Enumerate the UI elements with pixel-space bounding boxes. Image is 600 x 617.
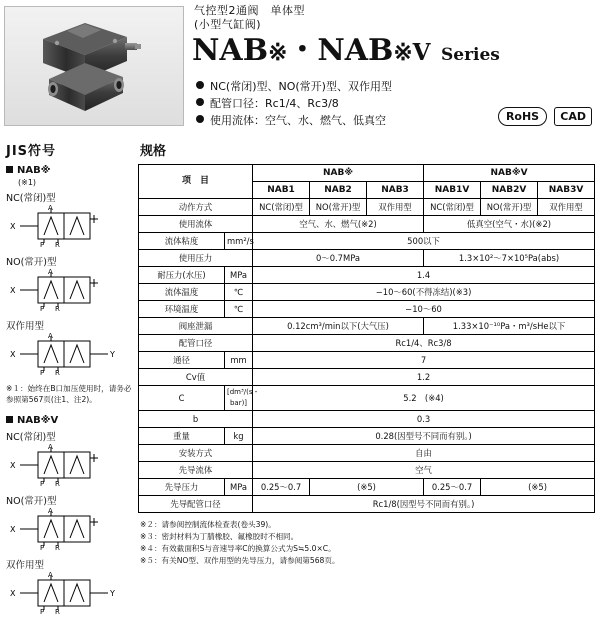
cell: 双作用型 <box>367 199 424 216</box>
title-main: NAB <box>192 33 269 68</box>
jis-symbol-column <box>6 140 134 614</box>
square-bullet-icon <box>6 416 13 423</box>
left-footnote: ※１：始终在B口加压使用时，请务必参照第567页(注1、注2)。 <box>6 384 132 404</box>
row-label: 使用流体 <box>139 216 253 233</box>
footnote-3: ※３：密封材料为丁腈橡胶、氟橡胶时不相同。 <box>140 532 299 541</box>
symbol-diagram-nabv-no <box>8 508 134 553</box>
table-row <box>139 216 595 233</box>
cell: 1.2 <box>253 369 595 386</box>
row-label: 环境温度 <box>139 301 225 318</box>
page-title <box>192 34 596 72</box>
table-row <box>139 267 595 284</box>
svg-text:P: P <box>40 241 45 247</box>
cell: 双作用型 <box>538 199 595 216</box>
svg-text:Y: Y <box>110 350 115 359</box>
row-unit: kg <box>225 428 253 445</box>
rohs-badge: RoHS <box>498 107 547 126</box>
cell: 自由 <box>253 445 595 462</box>
footnote-5: ※５：有关NO型、双作用型的先导压力，请参阅第568页。 <box>140 556 340 565</box>
row-label: 动作方式 <box>139 199 253 216</box>
svg-text:A: A <box>48 508 53 515</box>
svg-text:P: P <box>40 369 45 375</box>
header-model-nab3v: NAB3V <box>538 182 595 199</box>
cad-badge: CAD <box>554 107 592 126</box>
symbol-diagram-nab-no <box>8 269 134 314</box>
table-row <box>139 411 595 428</box>
bullet-text: NC(常闭)型、NO(常开)型、双作用型 <box>210 80 392 93</box>
row-unit: ℃ <box>225 284 253 301</box>
bullet-dot-icon <box>196 81 204 89</box>
list-item <box>196 78 596 95</box>
symbol-label-v-double: 双作用型 <box>6 560 45 571</box>
row-label: 先导配管口径 <box>139 496 253 513</box>
svg-text:X: X <box>10 350 16 359</box>
footnote-2: ※２：请参阅控制流体检查表(卷头39)。 <box>140 520 276 529</box>
cell: −10～60(不得冻结)(※3) <box>253 284 595 301</box>
header-text-block <box>190 4 596 128</box>
svg-text:X: X <box>10 589 16 598</box>
header-group-nab: NAB※ <box>253 165 424 182</box>
svg-text:Y: Y <box>110 589 115 598</box>
header-model-nab1: NAB1 <box>253 182 310 199</box>
svg-text:R: R <box>55 480 60 486</box>
table-row <box>139 445 595 462</box>
cell: 0.28(因型号不同而有别。) <box>253 428 595 445</box>
cell: NO(常开)型 <box>310 199 367 216</box>
header-model-nab1v: NAB1V <box>424 182 481 199</box>
row-label: 安装方式 <box>139 445 253 462</box>
row-label: 耐压力(水压) <box>139 267 225 284</box>
row-label: 流体粘度 <box>139 233 225 250</box>
square-bullet-icon <box>6 166 13 173</box>
valve-illustration <box>23 17 163 115</box>
table-row <box>139 301 595 318</box>
row-unit: [dm³/(s・bar)] <box>225 386 253 411</box>
svg-text:A: A <box>48 333 53 340</box>
symbol-label-no: NO(常开)型 <box>6 257 57 268</box>
symbol-group-note-ref: (※1) <box>18 178 37 187</box>
svg-text:P: P <box>40 480 45 486</box>
cell: 1.33×10⁻¹⁰Pa・m³/sHe以下 <box>424 318 595 335</box>
row-label: Cv值 <box>139 369 253 386</box>
badge-group <box>494 107 592 126</box>
cell: Rc1/4、Rc3/8 <box>253 335 595 352</box>
svg-text:X: X <box>10 461 16 470</box>
row-label: 配管口径 <box>139 335 253 352</box>
symbol-label-v-no: NO(常开)型 <box>6 496 57 507</box>
cell: 1.3×10²～7×10⁵Pa(abs) <box>424 250 595 267</box>
cell: 空气、水、燃气(※2) <box>253 216 424 233</box>
spec-section <box>138 140 596 567</box>
bullet-dot-icon <box>196 115 204 123</box>
table-row <box>139 428 595 445</box>
title-main-2: NAB <box>317 33 394 68</box>
cell: 0～0.7MPa <box>253 250 424 267</box>
svg-text:R: R <box>55 241 60 247</box>
header-group-nabv: NAB※V <box>424 165 595 182</box>
symbol-diagram-nabv-double <box>8 572 134 617</box>
svg-text:P: P <box>40 608 45 614</box>
header-model-nab2: NAB2 <box>310 182 367 199</box>
cell: NO(常开)型 <box>481 199 538 216</box>
footnote-4: ※４：有效截面积S与音速导率C的换算公式为S≒5.0×C。 <box>140 544 336 553</box>
cell: 0.25～0.7 <box>424 479 481 496</box>
cell: NC(常闭)型 <box>424 199 481 216</box>
table-row <box>139 250 595 267</box>
table-row <box>139 318 595 335</box>
svg-text:A: A <box>48 572 53 579</box>
symbol-group-title-nabv: NAB※V <box>6 415 134 426</box>
title-mark-2: ※V <box>393 39 431 66</box>
svg-text:A: A <box>48 444 53 451</box>
row-label: 重量 <box>139 428 225 445</box>
svg-text:A: A <box>48 269 53 276</box>
symbol-diagram-nabv-nc <box>8 444 134 489</box>
row-label: 先导压力 <box>139 479 225 496</box>
cell: −10～60 <box>253 301 595 318</box>
bullet-dot-icon <box>196 98 204 106</box>
symbol-label-nc: NC(常闭)型 <box>6 193 56 204</box>
cell: 0.3 <box>253 411 595 428</box>
cell: 5.2 (※4) <box>253 386 595 411</box>
header-model-nab2v: NAB2V <box>481 182 538 199</box>
cell: NC(常闭)型 <box>253 199 310 216</box>
svg-text:X: X <box>10 286 16 295</box>
table-row <box>139 352 595 369</box>
svg-text:A: A <box>48 205 53 212</box>
title-dot: ・ <box>287 33 318 68</box>
symbol-group-title-nab: NAB※ <box>6 165 134 176</box>
bullet-text: 配管口径：Rc1/4、Rc3/8 <box>210 97 339 110</box>
row-label: C <box>139 386 225 411</box>
row-label: b <box>139 411 253 428</box>
spec-table <box>138 164 595 513</box>
svg-text:R: R <box>55 369 60 375</box>
cell: 0.25～0.7 <box>253 479 310 496</box>
table-row <box>139 462 595 479</box>
row-unit: MPa <box>225 479 253 496</box>
row-label: 先导流体 <box>139 462 253 479</box>
header-kicker-line1: 气控型2通阀 单体型 <box>194 4 305 17</box>
bullet-text: 使用流体：空气、水、燃气、低真空 <box>210 114 386 127</box>
row-label: 阀座泄漏 <box>139 318 253 335</box>
table-row <box>139 386 595 411</box>
symbol-diagram-nab-nc <box>8 205 134 250</box>
cell: 低真空(空气・水)(※2) <box>424 216 595 233</box>
row-unit: MPa <box>225 267 253 284</box>
table-row <box>139 199 595 216</box>
page-header <box>0 0 600 128</box>
cell: 0.12cm³/min以下(大气压) <box>253 318 424 335</box>
table-row <box>139 335 595 352</box>
row-unit: ℃ <box>225 301 253 318</box>
row-unit: mm²/s <box>225 233 253 250</box>
svg-text:X: X <box>10 222 16 231</box>
cell: 500以下 <box>253 233 595 250</box>
cell: Rc1/8(因型号不同而有别。) <box>253 496 595 513</box>
cell: 1.4 <box>253 267 595 284</box>
table-header-row-group <box>139 165 595 182</box>
svg-text:R: R <box>55 544 60 550</box>
row-label: 使用压力 <box>139 250 253 267</box>
table-row <box>139 496 595 513</box>
product-photo <box>4 6 184 126</box>
table-row <box>139 369 595 386</box>
row-label: 通径 <box>139 352 225 369</box>
symbol-label-double: 双作用型 <box>6 321 45 332</box>
cell: 7 <box>253 352 595 369</box>
cell: (※5) <box>481 479 595 496</box>
svg-text:R: R <box>55 608 60 614</box>
cell: (※5) <box>310 479 424 496</box>
svg-text:P: P <box>40 544 45 550</box>
header-kicker-line2: (小型气缸阀) <box>194 18 262 31</box>
svg-text:X: X <box>10 525 16 534</box>
header-model-nab3: NAB3 <box>367 182 424 199</box>
svg-text:R: R <box>55 305 60 311</box>
header-item-label: 项 目 <box>139 165 253 199</box>
row-label: 流体温度 <box>139 284 225 301</box>
table-row <box>139 479 595 496</box>
table-row <box>139 284 595 301</box>
symbol-diagram-nab-double <box>8 333 134 378</box>
svg-text:P: P <box>40 305 45 311</box>
spec-title: 规格 <box>140 144 167 159</box>
title-mark-1: ※ <box>268 39 288 66</box>
symbol-label-v-nc: NC(常闭)型 <box>6 432 56 443</box>
table-row <box>139 233 595 250</box>
spec-footnotes <box>140 519 596 566</box>
title-series: Series <box>440 45 500 65</box>
row-unit: mm <box>225 352 253 369</box>
jis-heading: JIS符号 <box>6 144 57 159</box>
cell: 空气 <box>253 462 595 479</box>
